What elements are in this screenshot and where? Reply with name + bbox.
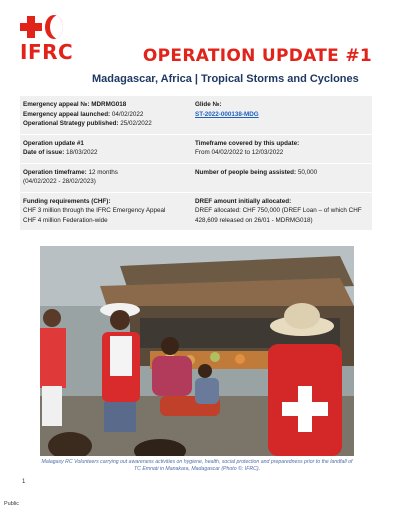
photo-caption: Malagasy RC Volunteers carrying out awareness activities on hygiene, health, social protection and preparedness prior to the landfall of TC Emnati in Manakara, Madagascar (Photo ©: IFRC).	[41, 459, 353, 472]
timeframe-covered-label: Timeframe covered by this update:	[195, 139, 300, 147]
op-timeframe-label: Operation timeframe:	[23, 168, 87, 176]
people-label: Number of people being assisted:	[195, 168, 297, 176]
op-timeframe-value: 12 months	[88, 168, 118, 176]
appeal-label: Emergency appeal №:	[23, 101, 90, 108]
logo-text: IFRC	[20, 40, 74, 64]
people-cell	[192, 164, 372, 192]
issue-value: 18/03/2022	[66, 149, 98, 156]
funding-line-1: CHF 3 million through the IFRC Emergency Appeal	[23, 207, 166, 214]
dref-value: DREF allocated: CHF 750,000 (DREF Loan – of which CHF 428,609 released on 26/01 - MDRMG018)	[195, 207, 362, 224]
info-row	[20, 193, 372, 231]
issue-label: Date of issue:	[23, 149, 65, 156]
red-cross-icon	[20, 16, 42, 38]
op-timeframe-cell	[20, 164, 192, 192]
classification-label: Public	[4, 501, 19, 507]
op-timeframe-range: (04/02/2022 - 28/02/2023)	[23, 178, 96, 185]
page-number: 1	[22, 479, 26, 485]
timeframe-covered-value: From 04/02/2022 to 12/03/2022	[195, 149, 284, 156]
appeal-cell	[20, 96, 192, 134]
funding-line-2: CHF 4 million Federation-wide	[23, 216, 108, 224]
info-row	[20, 164, 372, 193]
strategy-value: 25/02/2022	[120, 120, 152, 127]
glide-cell	[192, 96, 372, 134]
info-row	[20, 96, 372, 135]
launched-value: 04/02/2022	[111, 110, 144, 118]
dref-cell	[192, 193, 372, 231]
info-table	[20, 96, 372, 230]
dref-label: DREF amount initially allocated:	[195, 197, 292, 205]
page-title: OPERATION UPDATE #1	[142, 46, 372, 66]
funding-label: Funding requirements (CHF):	[23, 197, 111, 205]
page-subtitle: Madagascar, Africa | Tropical Storms and Cyclones	[92, 73, 359, 85]
glide-label: Glide №:	[195, 101, 222, 108]
update-cell	[20, 135, 192, 163]
info-row	[20, 135, 372, 164]
cover-photo	[40, 246, 354, 456]
update-label: Operation update #1	[23, 139, 84, 147]
strategy-label: Operational Strategy published:	[23, 120, 119, 127]
timeframe-covered-cell	[192, 135, 372, 163]
red-crescent-icon	[45, 15, 63, 39]
people-value: 50,000	[297, 168, 318, 176]
launched-label: Emergency appeal launched:	[23, 110, 111, 118]
funding-cell	[20, 193, 192, 231]
appeal-value: MDRMG018	[91, 101, 127, 108]
glide-link[interactable]: ST-2022-000138-MDG	[195, 110, 259, 118]
